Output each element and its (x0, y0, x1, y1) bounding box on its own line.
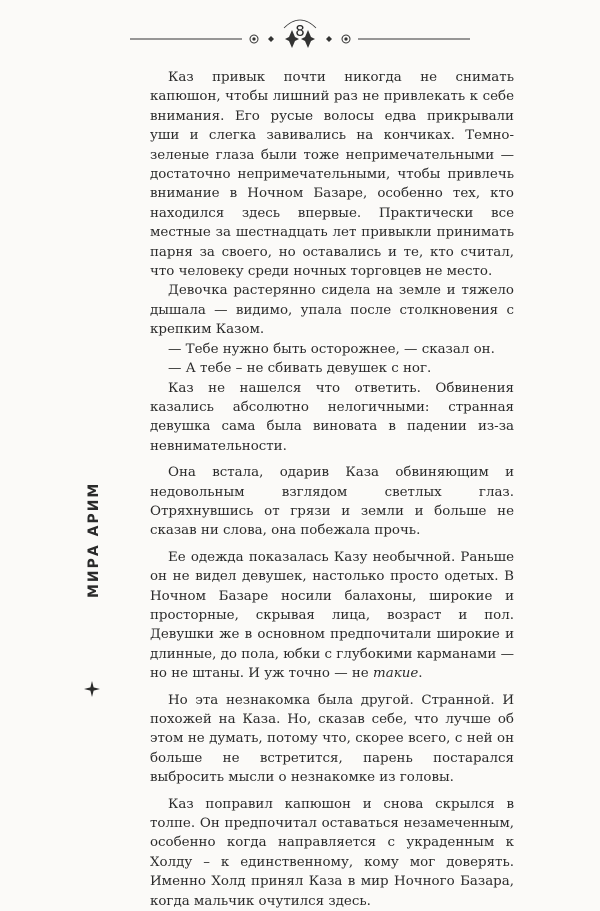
paragraph-text: Ее одежда показалась Казу необычной. Раньше он не видел девушек, настолько просто одетых. В Ночном Базаре носили балахоны, широкие и просторные, скрывая лица, возраст и пол. Девушки же в основном предпочитали широкие и длинные, до пола, юбки с глубокими карманами — но не штаны. И уж точно — не (150, 549, 514, 682)
emphasis-text: такие (373, 666, 419, 682)
dialogue-line: — А тебе – не сбивать девушек с ног. (168, 361, 432, 377)
paragraph: Каз поправил капюшон и снова скрылся в толпе. Он предпочитал оставаться незамеченным, особенно когда направляется с украденным к Холду – к единственному, кому мог доверять. Именно Холд принял Каза в мир Ночного Базара, когда мальчик очутился здесь. (150, 796, 514, 909)
paragraph: Девочка растерянно сидела на земле и тяжело дышала — видимо, упала после столкновения с крепким Казом. (150, 283, 514, 338)
page-number: 8 (295, 22, 305, 40)
paragraph: Каз привык почти никогда не снимать капюшон, чтобы лишний раз не привлекать к себе внимания. Его русые волосы едва прикрывали уши и слегка завивались на кончиках. Темно-зеленые глаза были тоже непримечательными — достаточно непримечательными, чтобы привлечь внимание в Ночном Базаре, особенно тех, кто находился здесь впервые. Практически все местные за шестнадцать лет привыкли принимать парня за своего, но оставались и те, кто считал, что человеку среди ночных торговцев не место. (150, 70, 514, 280)
paragraph-end: . (418, 666, 423, 682)
paragraph: Но эта незнакомка была другой. Странной. И похожей на Каза. Но, сказав себе, что лучше об этом не думать, потому что, скорее всего, с ней он больше не встретится, парень постарался выбросить мысли о незнакомке из головы. (150, 692, 514, 786)
author-name: МИРА АРИМ (86, 481, 102, 598)
paragraph (150, 548, 514, 684)
star-icon (84, 681, 100, 697)
paragraph: Каз не нашелся что ответить. Обвинения казались абсолютно нелогичными: странная девушка сама была виновата в падении из-за невнимательности. (150, 380, 514, 454)
paragraph: Она встала, одарив Каза обвиняющим и недовольным взглядом светлых глаз. Отряхнувшись от грязи и земли и больше не сказав ни слова, она побежала прочь. (150, 465, 514, 539)
page-header (0, 10, 600, 60)
dialogue-line: — Тебе нужно быть осторожнее, — сказал он. (168, 341, 495, 357)
body-text (150, 68, 514, 911)
